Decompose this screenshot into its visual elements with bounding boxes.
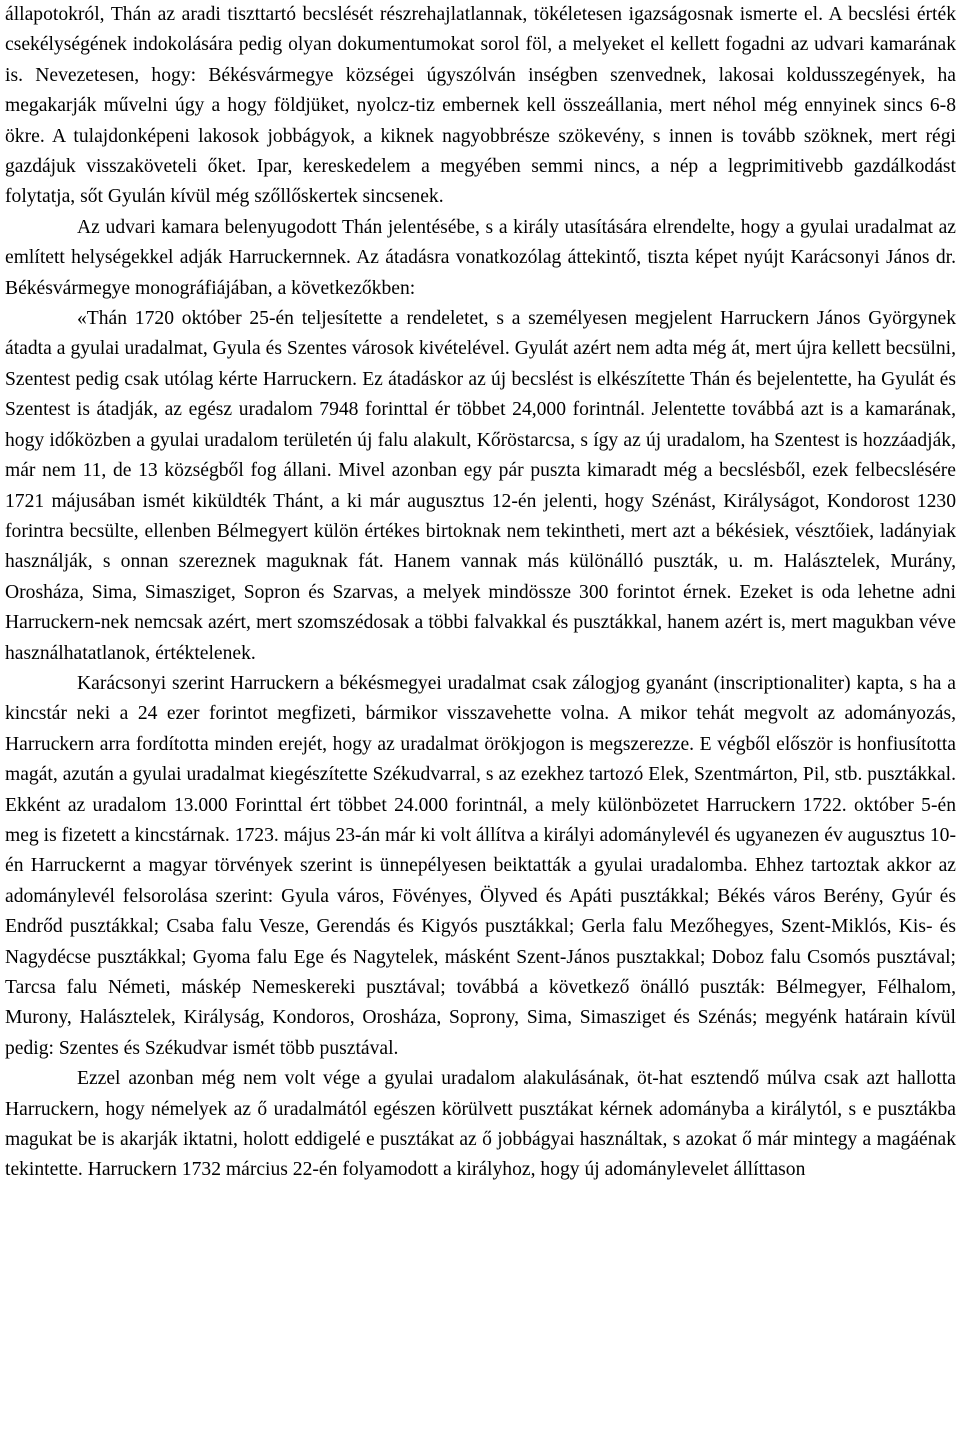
paragraph-5: Ezzel azonban még nem volt vége a gyulai uradalom alakulásának, öt-hat esztendő múlva csak azt hallotta Harruckern, hogy némelyek az ő uradalmától egészen körülvett pusztákat kérnek adományba a királytól, s e pusztákba magukat be is akarják iktatni, holott eddigelé e pusztákat az ő jobbágyai használtak, s azokat ő már mintegy a magáénak tekintette. Harruckern 1732 március 22-én folyamodott a királyhoz, hogy új adománylevelet állíttason bbox=[5, 1068, 956, 1181]
paragraph-3: «Thán 1720 október 25-én teljesítette a rendeletet, s a személyesen megjelent Harruckern János Györgynek átadta a gyulai uradalmat, Gyula és Szentes városok kivételével. Gyulát azért nem adta még át, mert újra kellett becsülni, Szentest pedig csak utólag kérte Harruckern. Ez átadáskor az új becslést is elkészítette Thán és bejelentette, ha Gyulát és Szentest is átadják, az egész uradalom 7948 forinttal ér többet 24,000 forintnál. Jelentette továbbá azt is a kamarának, hogy időközben a gyulai uradalom területén új falu alakult, Kőröstarcsa, s így az új uradalom, ha Szentest is hozzáadják, már nem 11, de 13 községből fog állani. Mivel azonban egy pár puszta kimaradt még a becslésből, ezek felbecslésére 1721 májusában ismét kiküldték Thánt, a ki már augusztus 12-én jelenti, hogy Szénást, Királyságot, Kondorost 1230 forintra becsülte, ellenben Bélmegyert külön értékes birtoknak nem tekintheti, mert azt a békésiek, vésztőiek, ladányiak használják, s onnan szereznek maguknak fát. Hanem vannak más különálló puszták, u. m. Halásztelek, Murány, Orosháza, Sima, Simasziget, Sopron és Szarvas, a melyek mindössze 300 forintot érnek. Ezeket is oda lehetne adni Harruckern-nek nemcsak azért, mert szomszédosak a többi falvakkal és pusztákkal, hanem azért is, mert magukban véve használhatatlanok, értéktelenek. bbox=[5, 308, 956, 664]
paragraph-2: Az udvari kamara belenyugodott Thán jelentésébe, s a király utasítására elrendelte, hogy a gyulai uradalmat az említett helységekkel adják Harruckernnek. Az átadásra vonatkozólag áttekintő, tiszta képet nyújt Karácsonyi János dr. Békésvármegye monográfiájában, a következőkben: bbox=[5, 216, 956, 299]
paragraph-4: Karácsonyi szerint Harruckern a békésmegyei uradalmat csak zálogjog gyanánt (inscriptionaliter) kapta, s ha a kincstár neki a 24 ezer forintot megfizeti, bármikor visszavehette volna. A mikor tehát megvolt az adományozás, Harruckern arra fordította minden erejét, hogy az uradalmat örökjogon is megszerezze. E végből először is honfiusította magát, azután a gyulai uradalmat kiegészítette Székudvarral, s az ezekhez tartozó Elek, Szentmárton, Pil, stb. pusztákkal. Ekként az uradalom 13.000 Forinttal ért többet 24.000 forintnál, a mely különbözetet Harruckern 1722. október 5-én meg is fizetett a kincstárnak. 1723. május 23-án már ki volt állítva a királyi adománylevél és ugyanezen év augusztus 10-én Harruckernt a magyar törvények szerint is ünnepélyesen beiktatták a gyulai uradalomba. Ehhez tartoztak akkor az adománylevél felsorolása szerint: Gyula város, Fövényes, Ölyved és Apáti pusztákkal; Békés város Berény, Gyúr és Endrőd pusztákkal; Csaba falu Vesze, Gerendás és Kigyós pusztákkal; Gerla falu Mezőhegyes, Szent-Miklós, Kis- és Nagydécse pusztákkal; Gyoma falu Ege és Nagytelek, másként Szent-János pusztakkal; Doboz falu Csomós pusztával; Tarcsa falu Németi, máskép Nemeskereki pusztával; továbbá a következő önálló puszták: Bélmegyer, Félhalom, Murony, Halásztelek, Királyság, Kondoros, Orosháza, Soprony, Sima, Simasziget és Szénás; megyénk határain kívül pedig: Szentes és Székudvar ismét több pusztával. bbox=[5, 672, 956, 1059]
document-page bbox=[5, 0, 956, 1186]
paragraph-1: állapotokról, Thán az aradi tiszttartó becslését részrehajlatlannak, tökéletesen igazságosnak ismerte el. A becslési érték csekélységének indokolására pedig olyan dokumentumokat sorol föl, a melyeket el kellett fogadni az udvari kamarának is. Nevezetesen, hogy: Békésvármegye községei úgyszólván inségben szenvednek, lakosai koldusszegények, ha megakarják művelni úgy a hogy földjüket, nyolcz-tiz embernek kell összeállania, mert néhol még ennyinek sincs 6-8 ökre. A tulajdonképeni lakosok jobbágyok, a kiknek nagyobbrésze szökevény, s innen is tovább szöknek, mert régi gazdájuk visszaköveteli őket. Ipar, kereskedelem a megyében semmi nincs, a nép a legprimitivebb gazdálkodást folytatja, sőt Gyulán kívül még szőllőskertek sincsenek. bbox=[5, 4, 956, 208]
